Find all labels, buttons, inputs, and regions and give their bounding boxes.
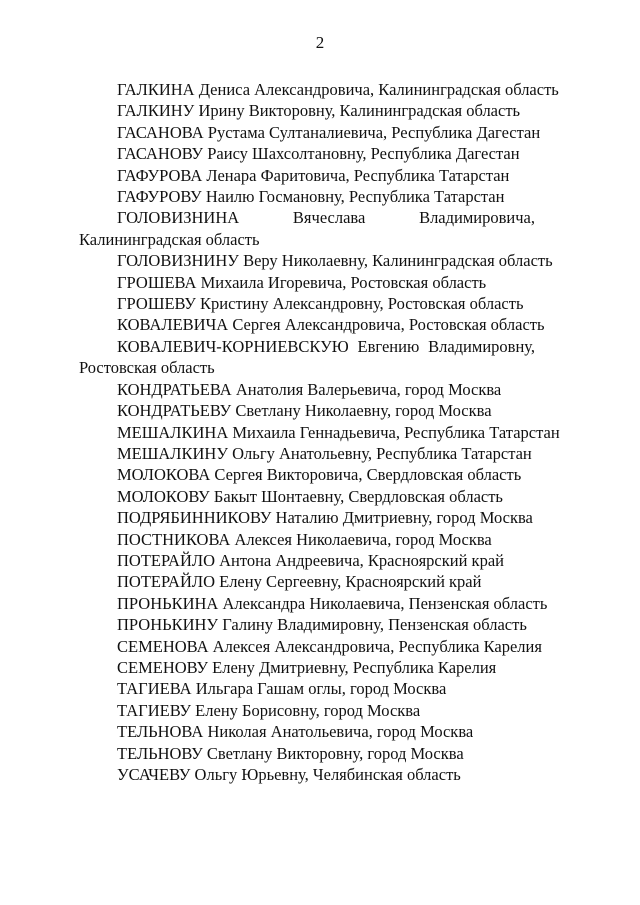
list-item: МОЛОКОВУ Бакыт Шонтаевну, Свердловская область	[117, 486, 503, 506]
list-item: КОВАЛЕВИЧ-КОРНИЕВСКУЮ Евгению Владимировну, Ростовская область	[79, 336, 535, 378]
list-item: СЕМЕНОВУ Елену Дмитриевну, Республика Карелия	[117, 657, 497, 677]
list-item: ГАЛКИНУ Ирину Викторовну, Калининградская область	[117, 101, 521, 121]
list-item: ТАГИЕВА Ильгара Гашам оглы, город Москва	[117, 679, 447, 699]
name-list	[79, 79, 560, 785]
list-item: ГАФУРОВУ Наилю Госмановну, Республика Татарстан	[117, 187, 505, 207]
list-item: ГРОШЕВА Михаила Игоревича, Ростовская область	[117, 272, 487, 292]
list-item: ТЕЛЬНОВА Николая Анатольевича, город Москва	[117, 722, 474, 742]
list-item: ТЕЛЬНОВУ Светлану Викторовну, город Москва	[117, 743, 464, 763]
list-item: ПОТЕРАЙЛО Елену Сергеевну, Красноярский край	[117, 572, 482, 592]
list-item: ГОЛОВИЗНИНУ Веру Николаевну, Калининградская область	[117, 251, 553, 271]
list-item: ГОЛОВИЗНИНА Вячеслава Владимировича, Калининградская область	[79, 208, 535, 249]
list-item: ПРОНЬКИНА Александра Николаевича, Пензенская область	[117, 593, 548, 613]
list-item: МОЛОКОВА Сергея Викторовича, Свердловская область	[117, 465, 522, 485]
list-item: ГАСАНОВА Рустама Султаналиевича, Республика Дагестан	[117, 122, 541, 142]
list-item: ГРОШЕВУ Кристину Александровну, Ростовская область	[117, 294, 524, 314]
list-item: КОВАЛЕВИЧА Сергея Александровича, Ростовская область	[117, 315, 545, 335]
list-item: СЕМЕНОВА Алексея Александровича, Республика Карелия	[117, 636, 542, 656]
list-item: ПОСТНИКОВА Алексея Николаевича, город Москва	[117, 529, 492, 549]
list-item: МЕШАЛКИНУ Ольгу Анатольевну, Республика Татарстан	[117, 443, 532, 463]
list-item: ГАЛКИНА Дениса Александровича, Калининградская область	[117, 80, 559, 99]
list-item: ПРОНЬКИНУ Галину Владимировну, Пензенская область	[117, 615, 527, 635]
list-item: КОНДРАТЬЕВА Анатолия Валерьевича, город Москва	[117, 379, 502, 399]
page-number: 2	[315, 33, 325, 52]
list-item: ГАСАНОВУ Раису Шахсолтановну, Республика Дагестан	[117, 144, 520, 164]
list-item: ТАГИЕВУ Елену Борисовну, город Москва	[117, 700, 421, 720]
list-item: ГАФУРОВА Ленара Фаритовича, Республика Татарстан	[117, 165, 510, 185]
list-item: ПОДРЯБИННИКОВУ Наталию Дмитриевну, город Москва	[117, 508, 533, 528]
list-item: КОНДРАТЬЕВУ Светлану Николаевну, город Москва	[117, 401, 492, 421]
list-item: МЕШАЛКИНА Михаила Геннадьевича, Республика Татарстан	[117, 422, 560, 442]
list-item: ПОТЕРАЙЛО Антона Андреевича, Красноярский край	[117, 550, 504, 570]
list-item: УСАЧЕВУ Ольгу Юрьевну, Челябинская область	[117, 765, 461, 784]
